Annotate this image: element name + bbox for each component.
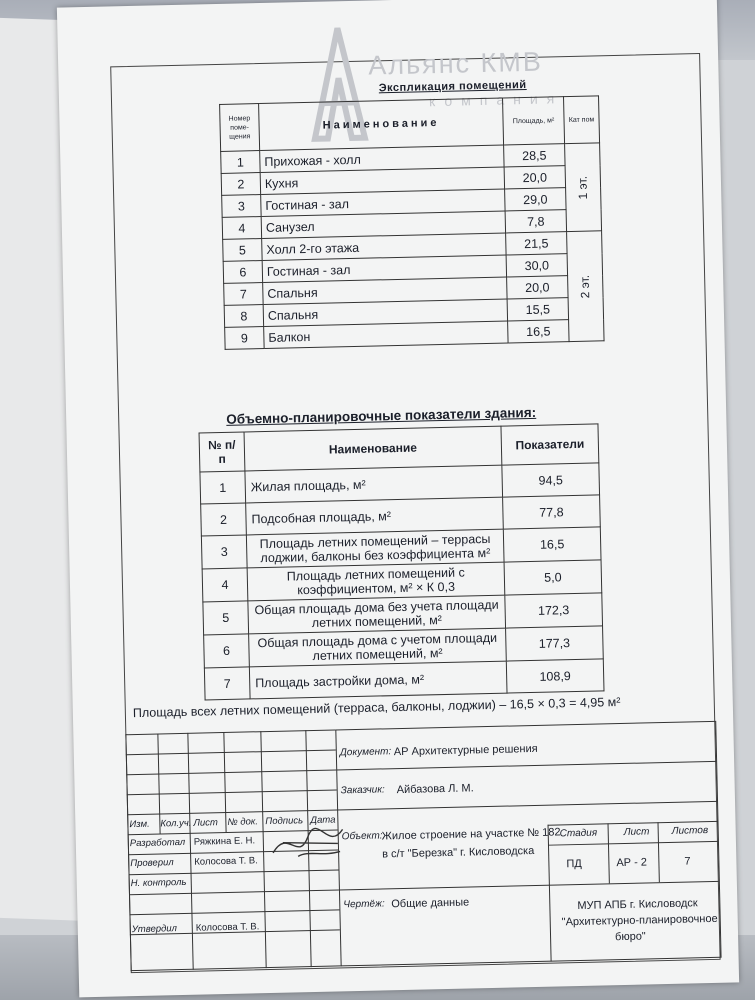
- room-number: 5: [223, 239, 262, 262]
- room-name: Балкон: [264, 321, 508, 349]
- floor-cell: [567, 231, 604, 342]
- row-value: 177,3: [506, 626, 604, 661]
- customer-label: Заказчик:: [340, 784, 385, 797]
- document-label: Документ:: [339, 746, 392, 759]
- room-area: 21,5: [506, 232, 567, 255]
- person-developed: Ряжкина Е. Н.: [193, 835, 256, 848]
- room-area: 15,5: [507, 298, 568, 321]
- sheet-value: АР - 2: [616, 856, 648, 870]
- org-line-3: бюро": [614, 930, 646, 944]
- col-list: Лист: [193, 817, 218, 829]
- header-value: Показатели: [501, 424, 599, 465]
- org-line-1: МУП АПБ г. Кисловодск: [577, 897, 698, 913]
- row-name: Общая площадь дома с учетом площади летних помещений, м²: [249, 628, 507, 667]
- room-area: 7,8: [505, 210, 566, 233]
- room-name: Спальня: [263, 277, 507, 305]
- title-block: [125, 721, 720, 971]
- row-number: 5: [203, 601, 249, 635]
- row-name: Общая площадь дома без учета площади летних помещений, м²: [248, 595, 506, 634]
- room-area: 28,5: [504, 144, 565, 167]
- row-number: 6: [204, 634, 250, 668]
- person-approved: Колосова Т. В.: [195, 921, 260, 934]
- room-area: 16,5: [508, 320, 569, 343]
- customer-value: Айбазова Л. М.: [396, 782, 474, 797]
- room-name: Холл 2-го этажа: [262, 233, 506, 261]
- org-line-2: "Архитектурно-планировочное: [561, 912, 718, 929]
- room-name: Гостиная - зал: [262, 255, 506, 283]
- floor-label: 1 эт.: [575, 175, 591, 200]
- header-room-number: Номер поме- щения: [220, 104, 260, 152]
- row-number: 1: [200, 471, 246, 504]
- floor-cell: [565, 143, 602, 232]
- summer-area-summary: Площадь всех летних помещений (терраса, балконы, лоджии) – 16,5 × 0,3 = 4,95 м²: [132, 695, 621, 721]
- role-norm-control: Н. контроль: [130, 876, 187, 890]
- object-line-2: в с/т "Березка" г. Кисловодска: [382, 845, 535, 861]
- person-checked: Колосова Т. В.: [194, 855, 258, 868]
- row-name: Площадь застройки дома, м²: [249, 661, 507, 699]
- col-sign: Подпись: [265, 815, 304, 828]
- sheet-header: Лист: [623, 826, 650, 838]
- signature-icon: [267, 821, 348, 863]
- row-value: 94,5: [502, 463, 600, 497]
- room-area: 20,0: [504, 166, 565, 189]
- row-number: 2: [201, 503, 247, 536]
- room-area: 29,0: [505, 188, 566, 211]
- header-number: № п/п: [199, 432, 245, 472]
- row-value: 5,0: [504, 560, 602, 595]
- room-number: 3: [222, 195, 261, 218]
- header-room-category: Кат пом: [564, 96, 600, 144]
- header-room-area: Площадь, м²: [503, 97, 565, 145]
- role-approved: Утвердил: [131, 923, 178, 936]
- row-number: 3: [201, 535, 247, 569]
- room-name: Кухня: [260, 167, 504, 195]
- room-number: 9: [225, 327, 264, 350]
- header-room-name: Наименование: [259, 98, 504, 151]
- col-doc: № док.: [227, 816, 259, 828]
- room-area: 20,0: [507, 276, 568, 299]
- watermark-sub: компания: [428, 90, 564, 110]
- drawing-label: Чертёж:: [343, 898, 385, 911]
- revision-grid: [125, 729, 341, 971]
- row-name: Площадь летних помещений с коэффициентом, м² × К 0,3: [247, 562, 505, 601]
- row-number: 4: [202, 568, 248, 602]
- row-value: 108,9: [506, 659, 604, 693]
- room-name: Гостиная - зал: [261, 189, 505, 217]
- object-line-1: Жилое строение на участке № 182: [381, 826, 561, 843]
- stage-header: Стадия: [559, 827, 598, 840]
- room-number: 4: [222, 217, 261, 240]
- room-number: 1: [221, 151, 260, 174]
- header-name: Наименование: [244, 426, 502, 471]
- sheets-value: 7: [684, 855, 691, 868]
- document-sheet: [57, 0, 739, 997]
- col-izm: Изм.: [129, 818, 150, 831]
- floor-label: 2 эт.: [578, 274, 593, 299]
- stage-value: ПД: [566, 857, 582, 871]
- title-block-main: [335, 721, 720, 967]
- sheets-header: Листов: [671, 825, 709, 837]
- indicators-title: Объемно-планировочные показатели здания:: [226, 404, 537, 427]
- row-name: Жилая площадь, м²: [245, 465, 503, 503]
- room-number: 7: [224, 283, 263, 306]
- room-area: 30,0: [506, 254, 567, 277]
- row-value: 16,5: [503, 527, 601, 562]
- row-value: 77,8: [503, 495, 601, 529]
- role-checked: Проверил: [130, 857, 174, 870]
- room-name: Спальня: [263, 299, 507, 327]
- row-number: 7: [204, 667, 250, 700]
- object-label: Объект:: [341, 830, 383, 843]
- room-name: Санузел: [261, 211, 505, 239]
- room-number: 8: [224, 305, 263, 328]
- col-kol: Кол.уч.: [160, 817, 192, 830]
- document-value: АР Архитектурные решения: [393, 742, 538, 759]
- room-number: 2: [221, 173, 260, 196]
- table-header-row: [220, 96, 600, 152]
- row-name: Подсобная площадь, м²: [246, 497, 504, 535]
- role-developed: Разработал: [129, 836, 186, 850]
- room-number: 6: [223, 261, 262, 284]
- row-value: 172,3: [505, 593, 603, 628]
- explication-table: [219, 95, 604, 350]
- explication-title: Экспликация помещений: [378, 78, 527, 95]
- indicators-table: [199, 423, 605, 700]
- drawing-value: Общие данные: [391, 896, 470, 911]
- row-name: Площадь летних помещений – террасы лоджии, балконы без коэффициента м²: [246, 529, 504, 568]
- room-name: Прихожая - холл: [260, 145, 504, 173]
- col-date: Дата: [310, 814, 336, 827]
- watermark-name: Альянс КМВ: [367, 46, 544, 81]
